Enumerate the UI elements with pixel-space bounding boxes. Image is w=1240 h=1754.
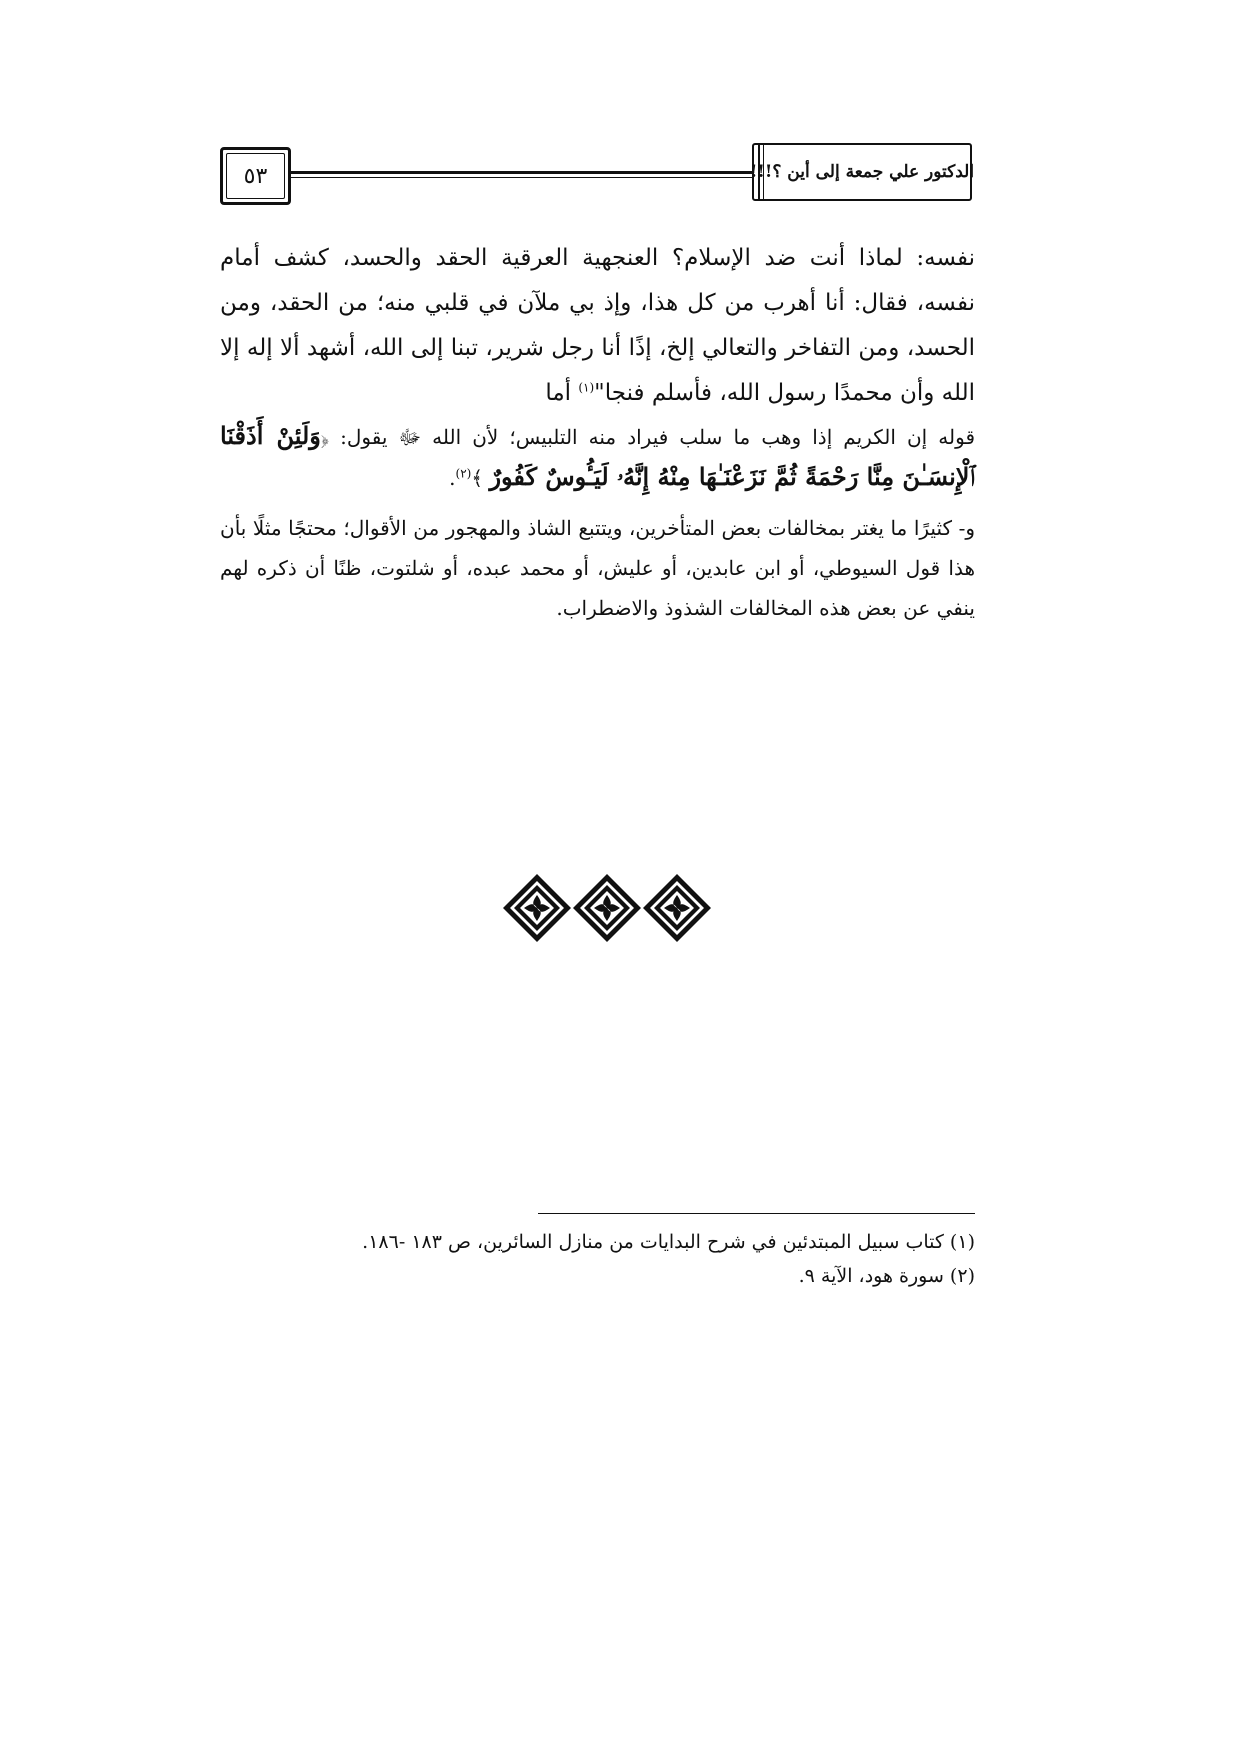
paragraph-1-text-c: قوله إن الكريم إذا وهب ما سلب فيراد منه التلبيس؛ لأن الله ﷻ يقول: ﴿ [320,425,975,449]
diamond-ornament-icon [497,873,717,943]
paragraph-1 [220,236,975,416]
footnote-separator [538,1213,975,1214]
header-rule [288,171,753,174]
paragraph-1-text-b: أما [545,380,579,406]
paragraph-1-text-a: نفسه: لماذا أنت ضد الإسلام؟ العنجهية العرقية الحقد والحسد، كشف أمام نفسه، فقال: أنا أهرب من كل هذا، وإذ بي ملآن في قلبي منه؛ من الحقد، ومن الحسد، ومن التفاخر والتعالي إلخ، إذًا أنا رجل شرير، تبنا إلى الله، أشهد ألا إله إلا الله وأن محمدًا رسول الله، فأسلم فنجا" [220,245,975,406]
main-text [220,236,975,628]
ornament-diamond-1 [503,874,571,942]
ornament-diamond-3 [643,874,711,942]
ornament-diamond-2 [573,874,641,942]
footnote-ref-2[interactable]: (٢) [455,466,472,481]
paragraph-1-cont [220,416,975,498]
footnote-2: (٢) سورة هود، الآية ٩. [798,1265,975,1287]
footnote-ref-1[interactable]: (١) [578,380,595,395]
quran-end-mark: . [449,466,456,490]
running-title-frame [749,143,975,201]
running-title: الدكتور علي جمعة إلى أين ؟!!! [749,162,975,182]
quran-verse: وَلَئِنْ أَذَقْنَا ٱلْإِنسَـٰنَ مِنَّا رَحْمَةً ثُمَّ نَزَعْنَـٰهَا مِنْهُ إِنَّهُۥ لَيَـُٔوسٌ كَفُورٌ [220,421,975,491]
footnotes [300,1225,975,1293]
running-header [220,143,975,205]
quran-close-bracket: ﴾ [471,466,490,490]
page-number: ٥٣ [243,163,268,189]
page-number-frame [220,147,291,205]
paragraph-gap [220,498,975,508]
paragraph-2: و- كثيرًا ما يغتر بمخالفات بعض المتأخرين، ويتتبع الشاذ والمهجور من الأقوال؛ محتجًا مثلًا بأن هذا قول السيوطي، أو ابن عابدين، أو عليش، أو محمد عبده، أو شلتوت، ظنًا أن ذكره لهم ينفي عن بعض هذه المخالفات الشذوذ والاضطراب. [220,516,975,620]
header-rule-thin [288,177,753,178]
footnote-1: (١) كتاب سبيل المبتدئين في شرح البدايات من منازل السائرين، ص ١٨٣ -١٨٦. [362,1231,975,1253]
